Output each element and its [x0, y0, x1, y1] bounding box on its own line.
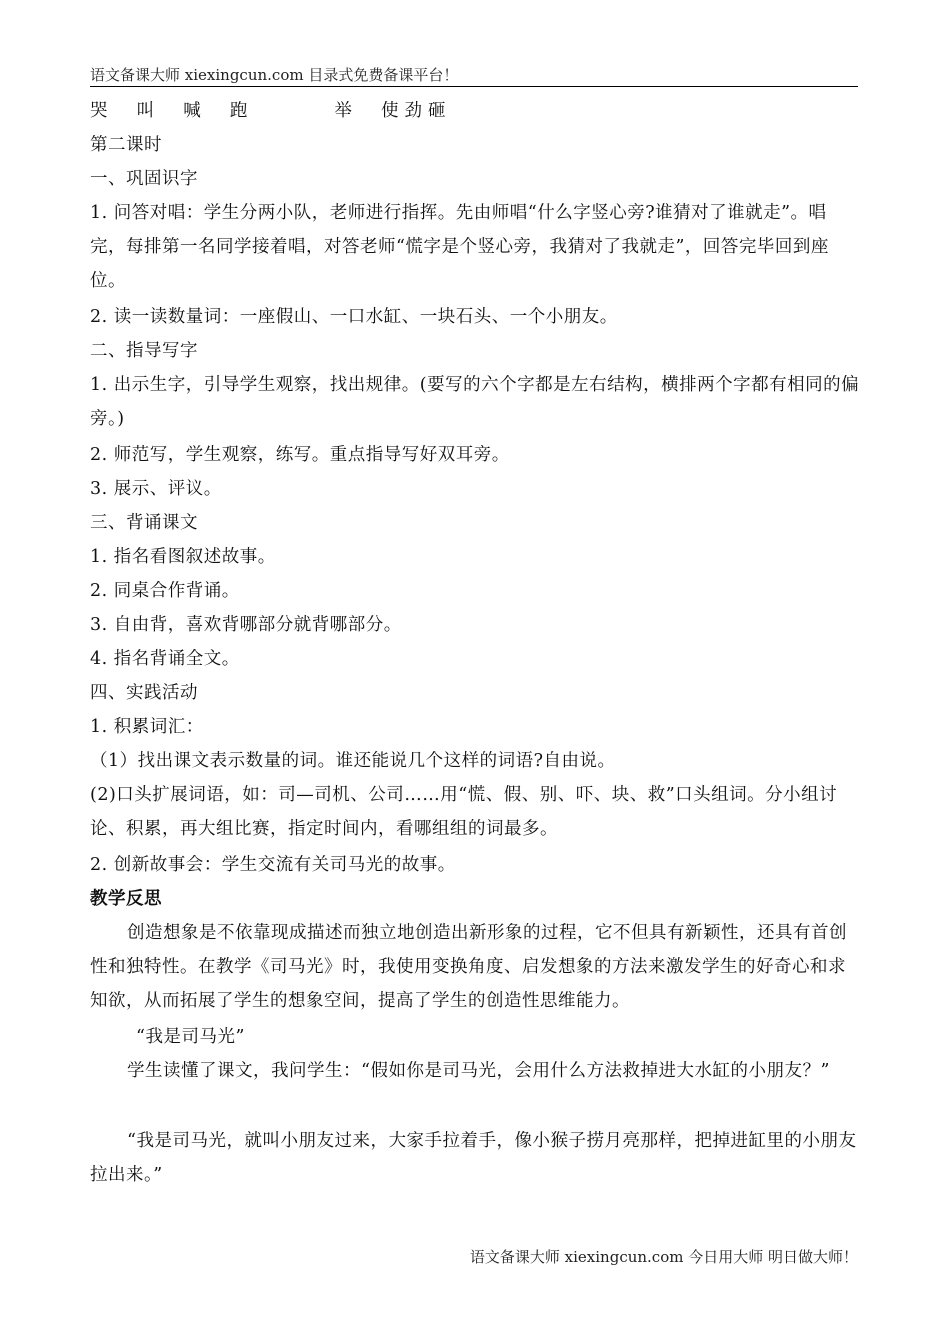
document-body	[90, 94, 860, 1194]
list-item: 2. 读一读数量词：一座假山、一口水缸、一块石头、一个小朋友。	[90, 307, 618, 327]
list-item: （1）找出课文表示数量的词。谁还能说几个这样的词语?自由说。	[90, 751, 616, 771]
vocab-line: 哭 叫 喊 跑 举 使劲砸	[90, 101, 452, 121]
reflection-paragraph: “我是司马光，就叫小朋友过来，大家手拉着手，像小猴子捞月亮那样，把掉进缸里的小朋友拉出来。”	[90, 1131, 857, 1185]
page-footer: 语文备课大师 xiexingcun.com 今日用大师 明日做大师！	[469, 1248, 858, 1266]
section-heading-3: 三、背诵课文	[90, 513, 198, 533]
reflection-paragraph: 学生读懂了课文，我问学生：“假如你是司马光，会用什么方法救掉进大水缸的小朋友？”	[127, 1061, 830, 1081]
section-heading-4: 四、实践活动	[90, 683, 198, 703]
list-item: 3. 自由背，喜欢背哪部分就背哪部分。	[90, 615, 402, 635]
paragraph-item: (2)口头扩展词语，如：司—司机、公司……用“慌、假、别、吓、块、救”口头组词。分小组讨论、积累，再大组比赛，指定时间内，看哪组组的词最多。	[90, 785, 838, 839]
section-heading-1: 一、巩固识字	[90, 169, 198, 189]
list-item: 1. 指名看图叙述故事。	[90, 547, 276, 567]
list-item: 2. 创新故事会：学生交流有关司马光的故事。	[90, 855, 456, 875]
page-header: 语文备课大师 xiexingcun.com 目录式免费备课平台！	[90, 64, 858, 87]
section-title-lesson-two: 第二课时	[90, 135, 162, 155]
list-item: 2. 师范写，学生观察，练写。重点指导写好双耳旁。	[90, 445, 510, 465]
list-item: 4. 指名背诵全文。	[90, 649, 240, 669]
reflection-heading: 教学反思	[90, 889, 162, 909]
quote-title: “我是司马光”	[136, 1027, 245, 1047]
section-heading-2: 二、指导写字	[90, 341, 198, 361]
paragraph-item: 1. 出示生字，引导学生观察，找出规律。(要写的六个字都是左右结构，横排两个字都有相同的偏旁。)	[90, 375, 860, 429]
list-item: 1. 积累词汇：	[90, 717, 204, 737]
list-item: 3. 展示、评议。	[90, 479, 222, 499]
list-item: 2. 同桌合作背诵。	[90, 581, 240, 601]
paragraph-item: 1. 问答对唱：学生分两小队，老师进行指挥。先由师唱“什么字竖心旁?谁猜对了谁就走”。唱完，每排第一名同学接着唱，对答老师“慌字是个竖心旁，我猜对了我就走”，回答完毕回到座位。	[90, 203, 829, 291]
reflection-paragraph: 创造想象是不依靠现成描述而独立地创造出新形象的过程，它不但具有新颖性，还具有首创性和独特性。在教学《司马光》时，我使用变换角度、启发想象的方法来激发学生的好奇心和求知欲，从而拓展了学生的想象空间，提高了学生的创造性思维能力。	[90, 923, 847, 1011]
